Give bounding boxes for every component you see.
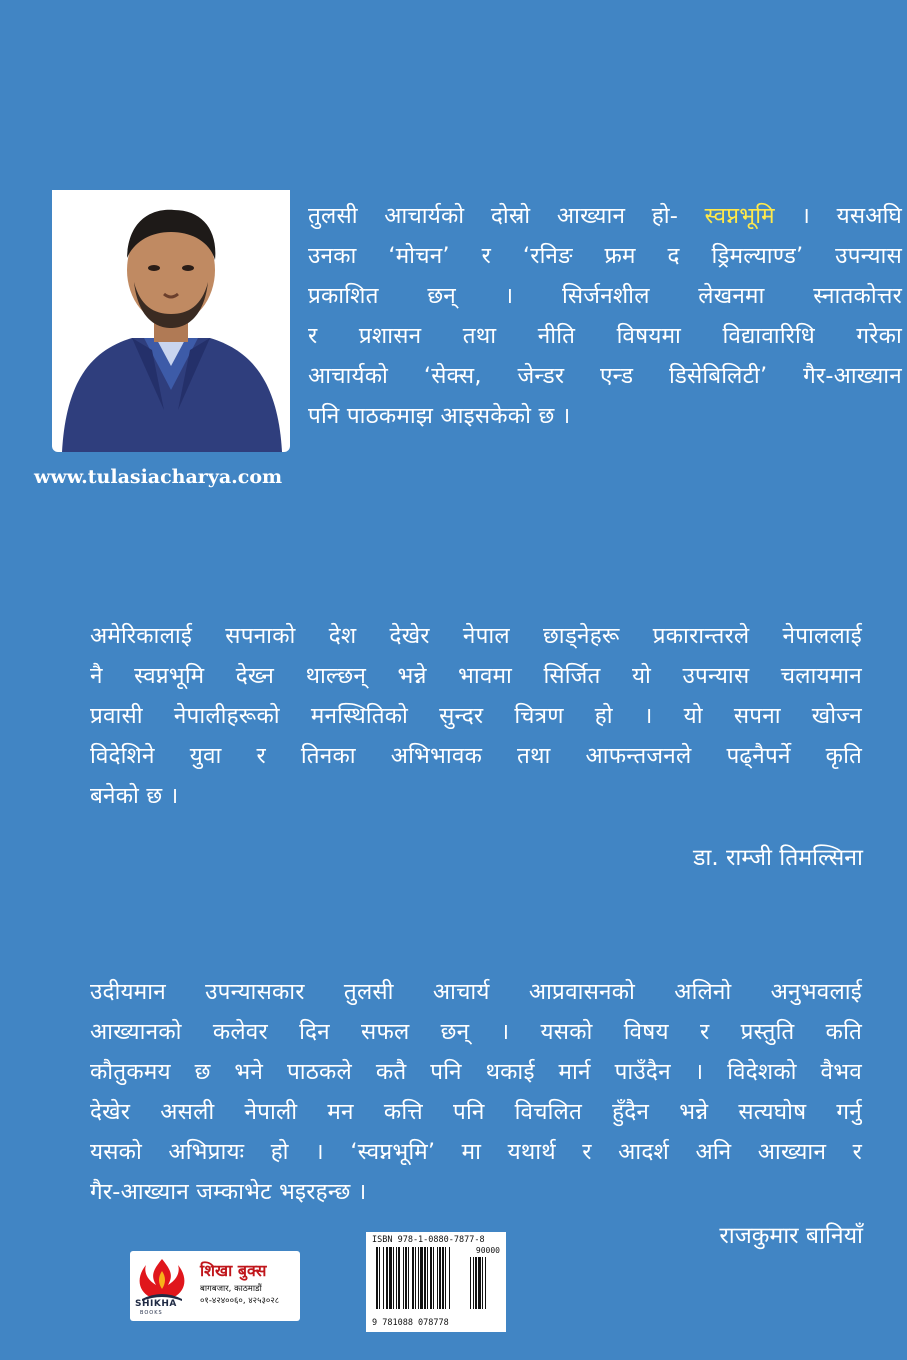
barcode-bars bbox=[374, 1247, 498, 1317]
publisher-brand-sub: BOOKS bbox=[140, 1310, 163, 1316]
barcode-bar bbox=[379, 1247, 380, 1309]
intro-line-6: पनि पाठकमाझ आइसकेको छ । bbox=[308, 403, 571, 429]
review-2-attribution: राजकुमार बानियाँ bbox=[719, 1223, 863, 1249]
author-website[interactable]: www.tulasiacharya.com bbox=[34, 466, 283, 488]
review-1-line: नै स्वप्नभूमि देख्न थाल्छन् भन्ने भावमा सिर्जित यो उपन्यास चलायमान bbox=[90, 663, 862, 689]
review-1-line: प्रवासी नेपालीहरूको मनस्थितिको सुन्दर चित्रण हो । यो सपना खोज्न bbox=[90, 703, 862, 729]
publisher-brand: SHIKHA bbox=[135, 1299, 177, 1309]
review-2 bbox=[90, 972, 862, 1212]
barcode-addon-bar bbox=[478, 1257, 481, 1309]
barcode-bar bbox=[418, 1247, 419, 1309]
barcode-bar bbox=[439, 1247, 441, 1309]
review-2-line: गैर-आख्यान जम्काभेट भइरहन्छ । bbox=[90, 1179, 367, 1205]
barcode-addon-bar bbox=[482, 1257, 483, 1309]
barcode-addon-bar bbox=[475, 1257, 477, 1309]
isbn-barcode bbox=[366, 1232, 506, 1332]
review-1-line: बनेको छ । bbox=[90, 783, 179, 809]
review-2-line: आख्यानको कलेवर दिन सफल छन् । यसको विषय र प्रस्तुति कति bbox=[90, 1019, 862, 1045]
barcode-bar bbox=[445, 1247, 446, 1309]
price-code: 90000 bbox=[475, 1246, 500, 1255]
review-1 bbox=[90, 616, 862, 816]
barcode-bar bbox=[412, 1247, 414, 1309]
review-1-attribution: डा. राम्जी तिमल्सिना bbox=[693, 845, 863, 871]
barcode-bar bbox=[415, 1247, 416, 1309]
barcode-bar bbox=[424, 1247, 426, 1309]
isbn-label: ISBN 978-1-0880-7877-8 bbox=[372, 1235, 485, 1245]
review-1-line: विदेशिने युवा र तिनका अभिभावक तथा आफन्तजनले पढ्नैपर्ने कृति bbox=[90, 743, 862, 769]
intro-line-4: र प्रशासन तथा नीति विषयमा विद्यावारिधि गरेका bbox=[308, 323, 902, 349]
barcode-bar bbox=[389, 1247, 392, 1309]
barcode-bar bbox=[386, 1247, 388, 1309]
intro-line-1: तुलसी आचार्यको दोस्रो आख्यान हो- स्वप्नभूमि । यसअघि bbox=[308, 203, 902, 229]
barcode-bar bbox=[427, 1247, 428, 1309]
barcode-bar bbox=[420, 1247, 423, 1309]
review-2-line: देखेर असली नेपाली मन कत्ति पनि विचलित हुँदैन भन्ने सत्यघोष गर्नु bbox=[90, 1099, 862, 1125]
review-2-line: यसको अभिप्रायः हो । ‘स्वप्नभूमि’ मा यथार्थ र आदर्श अनि आख्यान र bbox=[90, 1139, 862, 1165]
book-title: स्वप्नभूमि bbox=[704, 203, 775, 229]
barcode-bar bbox=[396, 1247, 397, 1309]
barcode-bar bbox=[376, 1247, 378, 1309]
intro-line-2: उनका ‘मोचन’ र ‘रनिङ फ्रम द ड्रिमल्याण्ड’ उपन्यास bbox=[308, 243, 902, 269]
barcode-bar bbox=[398, 1247, 400, 1309]
barcode-bar bbox=[433, 1247, 434, 1309]
review-1-line: अमेरिकालाई सपनाको देश देखेर नेपाल छाड्नेहरू प्रकारान्तरले नेपाललाई bbox=[90, 623, 862, 649]
intro-line-3: प्रकाशित छन् । सिर्जनशील लेखनमा स्नातकोत्तर bbox=[308, 283, 902, 309]
barcode-bar bbox=[393, 1247, 394, 1309]
review-2-line: कौतुकमय छ भने पाठकले कतै पनि थकाई मार्न पाउँदैन । विदेशको वैभव bbox=[90, 1059, 862, 1085]
barcode-bar bbox=[442, 1247, 444, 1309]
publisher-address: बागबजार, काठमाडौं ०१-४२४००६०, ४२५३०२८ bbox=[200, 1284, 280, 1306]
barcode-bar bbox=[408, 1247, 409, 1309]
barcode-addon-bar bbox=[485, 1257, 486, 1309]
barcode-addon-bar bbox=[473, 1257, 474, 1309]
barcode-addon-bar bbox=[470, 1257, 471, 1309]
barcode-bar bbox=[449, 1247, 450, 1309]
barcode-bar bbox=[430, 1247, 432, 1309]
publisher-logo-block bbox=[130, 1251, 300, 1321]
isbn-digits: 9 781088 078778 bbox=[372, 1318, 449, 1328]
author-photo bbox=[52, 190, 290, 452]
barcode-bar bbox=[383, 1247, 384, 1309]
review-2-line: उदीयमान उपन्यासकार तुलसी आचार्य आप्रवासनको अलिनो अनुभवलाई bbox=[90, 979, 862, 1005]
publisher-name: शिखा बुक्स bbox=[200, 1261, 267, 1280]
barcode-bar bbox=[437, 1247, 438, 1309]
intro-line-5: आचार्यको ‘सेक्स, जेन्डर एन्ड डिसेबिलिटी’ गैर-आख्यान bbox=[308, 363, 902, 389]
barcode-bar bbox=[405, 1247, 407, 1309]
author-intro bbox=[308, 196, 902, 436]
barcode-bar bbox=[403, 1247, 404, 1309]
